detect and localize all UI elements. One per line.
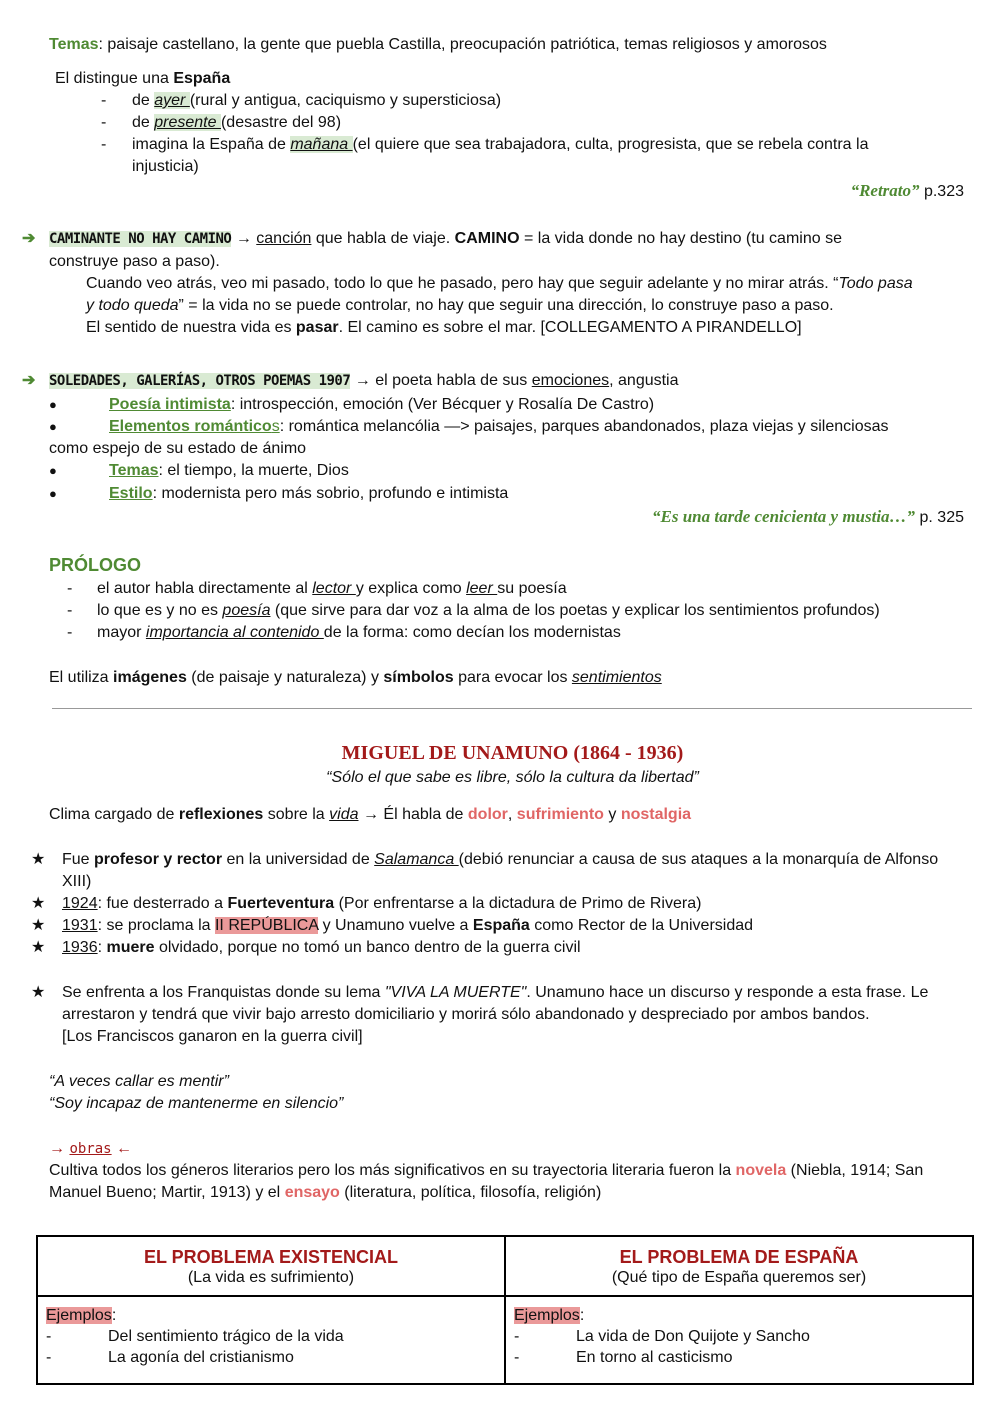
unamuno-title: MIGUEL DE UNAMUNO (1864 - 1936): [341, 742, 684, 764]
ejemplos-label: Ejemplos: [514, 1307, 580, 1324]
bullet-icon: ●: [49, 463, 57, 478]
prologo-dash: -: [67, 580, 73, 597]
dash: -: [46, 1328, 52, 1345]
retrato-title: “Retrato”: [850, 181, 920, 200]
caminante-line3: [86, 273, 913, 295]
bio-text: : fue desterrado a: [97, 895, 228, 912]
item-text: : modernista pero más sobrio, profundo e intimista: [152, 485, 509, 502]
cultiva-text: Cultiva todos los géneros literarios pero los más significativos en su trayectoria literaria fueron la: [49, 1162, 736, 1179]
bio-text: olvidado, porque no tomó un banco dentro de la guerra civil: [154, 939, 581, 956]
quote-page: p. 325: [915, 509, 964, 526]
year-1936: 1936: [62, 939, 98, 956]
espana-pre: imagina la España de: [132, 136, 291, 153]
bio-item: [62, 915, 753, 937]
star-icon: ★: [31, 917, 46, 934]
bio-continuation: [Los Franciscos ganaron en la guerra civil]: [62, 1028, 363, 1045]
ejemplos-colon: :: [111, 1307, 117, 1324]
table-list-item: [46, 1347, 496, 1368]
cultiva-text: (Niebla, 1914; San: [786, 1162, 924, 1179]
bio-item: [62, 982, 928, 1004]
soledades-text: , angustia: [609, 372, 679, 389]
pasar-bold: pasar: [295, 319, 339, 336]
unamuno-motto: “Sólo el que sabe es libre, sólo la cultura da libertad”: [326, 769, 699, 786]
bio-bold: profesor y rector: [94, 851, 223, 868]
espana-post: (rural y antigua, caciquismo y supersticiosa): [189, 92, 502, 109]
cancion-word: canción: [256, 230, 312, 247]
header-title: EL PROBLEMA DE ESPAÑA: [619, 1247, 859, 1267]
prologo-underlined: importancia al contenido: [145, 624, 324, 641]
sentimientos-word: sentimientos: [571, 669, 662, 686]
bio-text: en la universidad de: [222, 851, 375, 868]
emociones-word: emociones: [531, 372, 610, 389]
quote-silencio: “Soy incapaz de mantenerme en silencio”: [49, 1095, 344, 1112]
item-text: Del sentimiento trágico de la vida: [108, 1328, 344, 1345]
caminante-text: ” = la vida no se puede controlar, no hay que seguir una dirección, lo construye paso a paso.: [178, 297, 834, 314]
temas-text: : paisaje castellano, la gente que puebla Castilla, preocupación patriótica, temas religiosos y amorosos: [98, 36, 827, 53]
nostalgia-word: nostalgia: [620, 806, 692, 823]
bullet-icon: ●: [49, 419, 57, 434]
espana-item-dash: -: [101, 136, 107, 153]
soledades-item: [109, 483, 508, 505]
prologo-dash: -: [67, 624, 73, 641]
distingue-line: [55, 68, 230, 90]
year-1931: 1931: [62, 917, 98, 934]
item-text: La agonía del cristianismo: [108, 1349, 294, 1366]
table-cell-espana: [505, 1296, 973, 1384]
ejemplos-colon: :: [579, 1307, 585, 1324]
temas-line: [49, 34, 827, 56]
caminante-text: . El camino es sobre el mar. [COLLEGAMENTO A PIRANDELLO]: [338, 319, 802, 336]
novela-word: novela: [735, 1162, 787, 1179]
caminante-italic: y todo queda: [86, 297, 179, 314]
utiliza-text: para evocar los: [453, 669, 572, 686]
bio-item: [62, 937, 581, 959]
vida-word: vida: [329, 806, 359, 823]
star-icon: ★: [31, 895, 46, 912]
clima-text: sobre la: [263, 806, 330, 823]
prologo-text: lo que es y no es: [97, 602, 223, 619]
distingue-text: El distingue una: [55, 70, 174, 87]
ensayo-word: ensayo: [284, 1184, 340, 1201]
header-title: EL PROBLEMA EXISTENCIAL: [143, 1247, 399, 1267]
sufrimiento-word: sufrimiento: [516, 806, 604, 823]
bio-text: Se enfrenta a los Franquistas donde su lema: [62, 984, 385, 1001]
caminante-title: CAMINANTE NO HAY CAMINO: [49, 231, 232, 247]
retrato-page: p.323: [919, 183, 964, 200]
obras-arrow: →: [49, 1140, 70, 1157]
distingue-bold: España: [173, 70, 231, 87]
caminante-line2: construye paso a paso).: [49, 253, 220, 270]
soledades-item: [109, 460, 349, 482]
item-label: Estilo: [109, 485, 153, 502]
item-text: La vida de Don Quijote y Sancho: [576, 1328, 810, 1345]
imagenes-bold: imágenes: [113, 669, 187, 686]
prologo-underlined: poesía: [222, 602, 271, 619]
clima-line: [49, 804, 691, 826]
bio-text: como Rector de la Universidad: [529, 917, 754, 934]
header-subtitle: (Qué tipo de España queremos ser): [611, 1269, 867, 1286]
espana-presente: presente: [154, 114, 221, 131]
espana-item-dash: -: [101, 114, 107, 131]
table-list-item: [514, 1326, 964, 1347]
bio-text: : se proclama la: [97, 917, 215, 934]
table-list-item: [46, 1326, 496, 1347]
dolor-word: dolor: [467, 806, 508, 823]
arrow-icon: ➔: [22, 230, 36, 247]
ejemplos-label-row: [46, 1305, 496, 1326]
bio-text: y Unamuno vuelve a: [318, 917, 473, 934]
espana-manana: mañana: [290, 136, 353, 153]
table-header-espana: [505, 1236, 973, 1296]
soledades-line: [49, 370, 679, 392]
dash: -: [514, 1349, 520, 1366]
bio-continuation: XIII): [62, 873, 92, 890]
bio-text: (Por enfrentarse a la dictadura de Primo de Rivera): [334, 895, 702, 912]
bio-text: Fue: [62, 851, 95, 868]
bio-bold: Fuerteventura: [227, 895, 335, 912]
prologo-underlined: lector: [312, 580, 356, 597]
reflexiones-bold: reflexiones: [178, 806, 264, 823]
dash: -: [46, 1349, 52, 1366]
prologo-item: [97, 622, 621, 644]
temas-label: Temas: [49, 36, 99, 53]
dash: -: [514, 1328, 520, 1345]
section-divider: [52, 708, 972, 709]
soledades-title: SOLEDADES, GALERÍAS, OTROS POEMAS 1907: [49, 373, 351, 389]
table-list-item: [514, 1347, 964, 1368]
bio-item: [62, 893, 701, 915]
espejo-line: como espejo de su estado de ánimo: [49, 440, 307, 457]
bio-bold: muere: [106, 939, 155, 956]
espana-ayer: ayer: [154, 92, 190, 109]
caminante-arrow: →: [231, 230, 257, 247]
espana-pre: de: [132, 114, 155, 131]
cultiva-line2: [49, 1182, 601, 1204]
prologo-underlined: leer: [466, 580, 498, 597]
clima-text: ,: [507, 806, 517, 823]
star-icon: ★: [31, 984, 46, 1001]
obras-word: obras: [69, 1141, 112, 1157]
bio-text: . Unamuno hace un discurso y responde a esta frase. Le: [526, 984, 929, 1001]
prologo-text: mayor: [97, 624, 146, 641]
ejemplos-label-row: [514, 1305, 964, 1326]
bio-continuation: arrestaron y tendrá que vivir bajo arresto domiciliario y morirá sólo abandonado y despreciado por ambos bandos.: [62, 1006, 870, 1023]
prologo-text: (que sirve para dar voz a la alma de los poetas y explicar los sentimientos profundos): [270, 602, 880, 619]
espana-post: (el quiere que sea trabajadora, culta, progresista, que se rebela contra la: [352, 136, 869, 153]
arrow-icon: ➔: [22, 372, 36, 389]
item-text: : el tiempo, la muerte, Dios: [158, 462, 349, 479]
ejemplos-label: Ejemplos: [46, 1307, 112, 1324]
cultiva-text: (literatura, política, filosofía, religión): [339, 1184, 602, 1201]
utiliza-text: El utiliza: [49, 669, 114, 686]
espana-item-continuation: injusticia): [132, 158, 199, 175]
prologo-text: su poesía: [497, 580, 567, 597]
star-icon: ★: [31, 939, 46, 956]
caminante-line5: [86, 317, 802, 339]
item-label: Temas: [109, 462, 159, 479]
obras-arrow: ←: [111, 1140, 133, 1157]
caminante-text: Cuando veo atrás, veo mi pasado, todo lo que he pasado, pero hay que seguir adelante y no mirar atrás. “: [86, 275, 839, 292]
espana-item: [132, 90, 501, 112]
prologo-text: el autor habla directamente al: [97, 580, 313, 597]
utiliza-line: [49, 667, 662, 689]
lema-italic: "VIVA LA MUERTE": [384, 984, 527, 1001]
soledades-text: → el poeta habla de sus: [350, 372, 532, 389]
clima-text: Clima cargado de: [49, 806, 179, 823]
utiliza-text: (de paisaje y naturaleza) y: [186, 669, 384, 686]
caminante-text: El sentido de nuestra vida es: [86, 319, 296, 336]
salamanca-word: Salamanca: [374, 851, 459, 868]
soledades-item: [109, 416, 889, 438]
caminante-italic: Todo pasa: [838, 275, 913, 292]
espana-post: (desastre del 98): [220, 114, 342, 131]
bio-text: :: [97, 939, 107, 956]
table-cell-existencial: [37, 1296, 505, 1384]
header-subtitle: (La vida es sufrimiento): [187, 1269, 355, 1286]
item-label: Poesía intimista: [109, 396, 231, 413]
quote-callar: “A veces callar es mentir”: [49, 1073, 229, 1090]
cultiva-line: [49, 1160, 923, 1182]
quote-title: “Es una tarde cenicienta y mustia…”: [652, 507, 916, 526]
bullet-icon: ●: [49, 486, 57, 501]
prologo-text: y explica como: [355, 580, 467, 597]
retrato-ref: [851, 180, 964, 203]
republica-highlight: II REPÚBLICA: [214, 917, 319, 934]
prologo-item: [97, 578, 567, 600]
prologo-title: PRÓLOGO: [49, 555, 142, 575]
item-text: En torno al casticismo: [576, 1349, 733, 1366]
espana-item: [132, 134, 868, 156]
item-text: : introspección, emoción (Ver Bécquer y Rosalía De Castro): [230, 396, 655, 413]
espana-item: [132, 112, 341, 134]
caminante-text: que habla de viaje.: [311, 230, 455, 247]
clima-text: → Él habla de: [358, 806, 468, 823]
tarde-quote: [652, 506, 964, 529]
caminante-text: = la vida donde no hay destino (tu camino se: [519, 230, 842, 247]
problemas-table: [36, 1235, 974, 1385]
table-header-existencial: [37, 1236, 505, 1296]
item-label: Elementos romántico: [109, 418, 272, 435]
prologo-item: [97, 600, 880, 622]
caminante-line4: [86, 295, 834, 317]
caminante-line: [49, 228, 842, 250]
cultiva-text: Manuel Bueno; Martir, 1913) y el: [49, 1184, 285, 1201]
camino-bold: CAMINO: [454, 230, 520, 247]
simbolos-bold: símbolos: [383, 669, 454, 686]
bio-item: [62, 849, 938, 871]
soledades-item: [109, 394, 654, 416]
year-1924: 1924: [62, 895, 98, 912]
bio-bold: España: [472, 917, 530, 934]
espana-item-dash: -: [101, 92, 107, 109]
clima-text: y: [603, 806, 621, 823]
bullet-icon: ●: [49, 397, 57, 412]
item-label-tail: s: [271, 418, 280, 435]
prologo-text: de la forma: como decían los modernistas: [323, 624, 621, 641]
espana-pre: de: [132, 92, 155, 109]
bio-text: (debió renunciar a causa de sus ataques a la monarquía de Alfonso: [458, 851, 939, 868]
obras-heading: [49, 1138, 132, 1160]
star-icon: ★: [31, 851, 46, 868]
prologo-dash: -: [67, 602, 73, 619]
item-text: : romántica melancólia —> paisajes, parques abandonados, plaza viejas y silenciosas: [279, 418, 889, 435]
